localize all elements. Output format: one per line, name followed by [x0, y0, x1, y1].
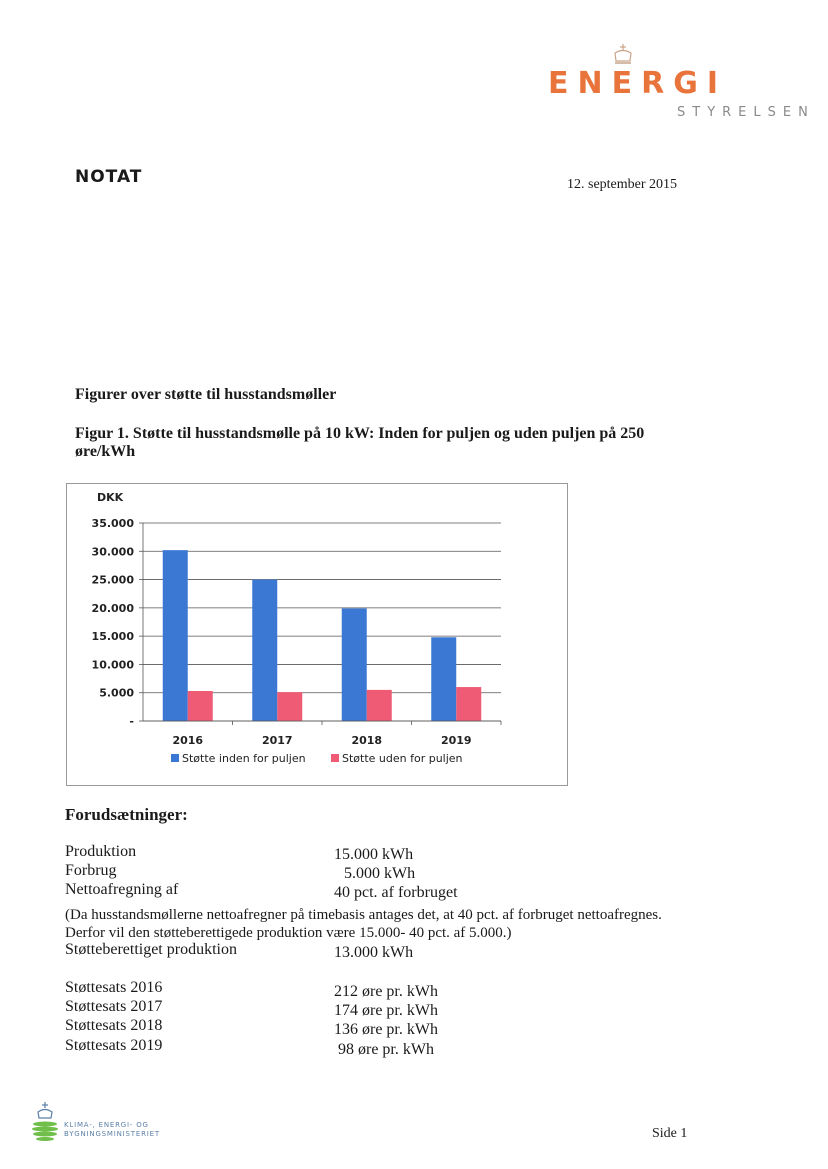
ministry-line-2: BYGNINGSMINISTERIET [64, 1130, 160, 1138]
crown-icon [612, 44, 634, 66]
bar-inside-pool-2017 [252, 580, 277, 721]
chart-canvas [67, 484, 569, 787]
ministry-name [64, 1121, 160, 1139]
legend-swatch [171, 754, 179, 762]
rate-value-2018: 136 øre pr. kWh [334, 1021, 438, 1038]
eligible-production-value: 13.000 kWh [334, 944, 414, 961]
y-axis-label: DKK [97, 491, 124, 504]
bar-outside-pool-2016 [188, 691, 213, 721]
y-tick-label: 20.000 [91, 601, 134, 615]
consumption-value: 5.000 kWh [344, 865, 416, 882]
y-tick-label: 25.000 [91, 573, 134, 587]
rate-label-2017: Støttesats 2017 [65, 998, 163, 1015]
legend-label: Støtte uden for puljen [342, 752, 463, 765]
bar-inside-pool-2018 [342, 608, 367, 721]
y-tick-label: 5.000 [99, 686, 134, 700]
netting-value: 40 pct. af forbruget [334, 884, 458, 901]
section-heading: Figurer over støtte til husstandsmøller [75, 386, 337, 403]
legend-label: Støtte inden for puljen [182, 752, 306, 765]
bar-inside-pool-2016 [163, 550, 188, 721]
production-label: Produktion [65, 843, 137, 860]
x-tick-label: 2018 [351, 734, 383, 747]
page-number: Side 1 [652, 1126, 688, 1141]
bar-chart [66, 483, 568, 786]
rate-value-2016: 212 øre pr. kWh [334, 983, 438, 1000]
x-tick-label: 2019 [440, 734, 472, 747]
consumption-label: Forbrug [65, 862, 117, 879]
eligible-production-label: Støtteberettiget produktion [65, 941, 237, 958]
netting-note: (Da husstandsmøllerne nettoafregner på timebasis antages det, at 40 pct. af forbruget nettoafregnes. Derfor vil den støtteberettigede produktion være 15.000- 40 pct. af 5.000.) [65, 907, 662, 941]
y-tick-label: 30.000 [91, 545, 134, 559]
rate-value-2017: 174 øre pr. kWh [334, 1002, 438, 1019]
document-type: NOTAT [75, 167, 143, 187]
bar-outside-pool-2017 [277, 692, 302, 721]
ministry-line-1: KLIMA-, ENERGI- OG [64, 1121, 149, 1129]
y-tick-label: - [129, 715, 134, 728]
production-value: 15.000 kWh [334, 846, 414, 863]
logo-subtitle: STYRELSEN [677, 105, 815, 120]
bar-outside-pool-2018 [367, 690, 392, 721]
rate-value-2019: 98 øre pr. kWh [338, 1041, 434, 1058]
x-tick-label: 2016 [172, 734, 204, 747]
netting-label: Nettoafregning af [65, 881, 179, 898]
x-tick-label: 2017 [261, 734, 293, 747]
logo-wordmark: ENERGI [548, 66, 727, 101]
y-tick-label: 35.000 [91, 517, 134, 530]
y-tick-label: 15.000 [91, 630, 134, 644]
ministry-logo-icon [30, 1100, 60, 1142]
rate-label-2018: Støttesats 2018 [65, 1017, 163, 1034]
rate-label-2019: Støttesats 2019 [65, 1037, 163, 1054]
rate-label-2016: Støttesats 2016 [65, 979, 163, 996]
figure-caption: Figur 1. Støtte til husstandsmølle på 10 kW: Inden for puljen og uden puljen på 250 øre/kWh [75, 425, 645, 460]
document-date: 12. september 2015 [567, 177, 678, 192]
bar-inside-pool-2019 [431, 637, 456, 721]
legend-swatch [331, 754, 339, 762]
y-tick-label: 10.000 [91, 658, 134, 672]
assumptions-heading: Forudsætninger: [65, 805, 188, 824]
bar-outside-pool-2019 [456, 687, 481, 721]
